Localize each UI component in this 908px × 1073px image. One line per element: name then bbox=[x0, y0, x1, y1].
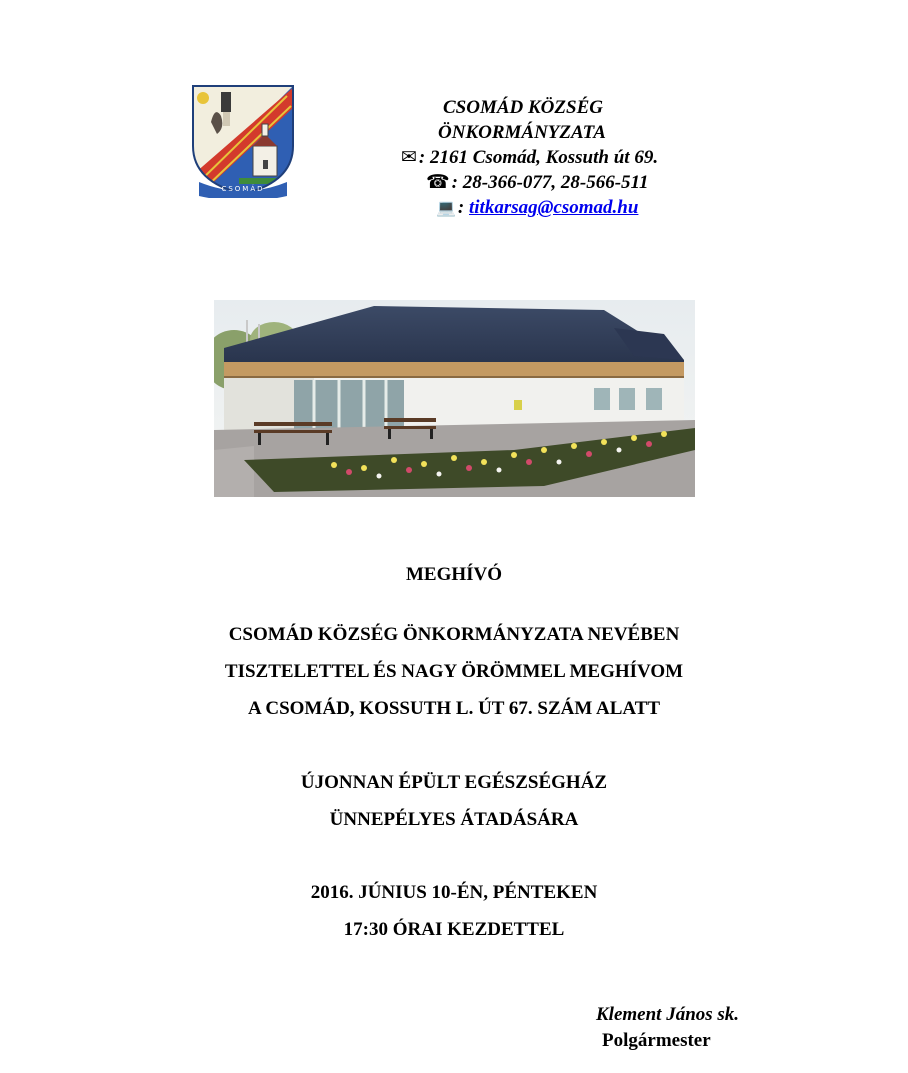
email-prefix: : bbox=[457, 197, 465, 218]
telephone-icon: ☎ bbox=[426, 172, 450, 193]
invitation-line: ÜNNEPÉLYES ÁTADÁSÁRA bbox=[329, 809, 579, 830]
signature-name: Klement János sk. bbox=[596, 1004, 740, 1025]
invitation-line: ÚJONNAN ÉPÜLT EGÉSZSÉGHÁZ bbox=[300, 772, 608, 793]
event-date: 2016. JÚNIUS 10-ÉN, PÉNTEKEN bbox=[310, 882, 598, 903]
invitation-title: MEGHÍVÓ bbox=[405, 564, 503, 585]
invitation-line: CSOMÁD KÖZSÉG ÖNKORMÁNYZATA NEVÉBEN bbox=[228, 624, 680, 645]
envelope-icon: ✉ bbox=[401, 147, 417, 168]
coat-of-arms bbox=[191, 84, 295, 198]
address-line bbox=[401, 145, 658, 170]
computer-icon: 💻 bbox=[436, 200, 456, 217]
email-link[interactable]: titkarsag@csomad.hu bbox=[469, 197, 639, 218]
signature-title: Polgármester bbox=[602, 1030, 711, 1051]
phone-line bbox=[426, 170, 649, 195]
building-photo bbox=[214, 300, 695, 497]
invitation-line: A CSOMÁD, KOSSUTH L. ÚT 67. SZÁM ALATT bbox=[247, 698, 661, 719]
address-text: : 2161 Csomád, Kossuth út 69. bbox=[418, 147, 659, 168]
email-line bbox=[436, 195, 638, 221]
invitation-line: TISZTELETTEL ÉS NAGY ÖRÖMMEL MEGHÍVOM bbox=[224, 661, 684, 682]
phone-text: : 28-366-077, 28-566-511 bbox=[451, 172, 649, 193]
org-name-line1: CSOMÁD KÖZSÉG bbox=[443, 97, 603, 118]
org-name-line2: ÖNKORMÁNYZATA bbox=[438, 122, 606, 143]
event-time: 17:30 ÓRAI KEZDETTEL bbox=[343, 919, 565, 940]
crest-text: CSOMÁD bbox=[221, 185, 265, 193]
